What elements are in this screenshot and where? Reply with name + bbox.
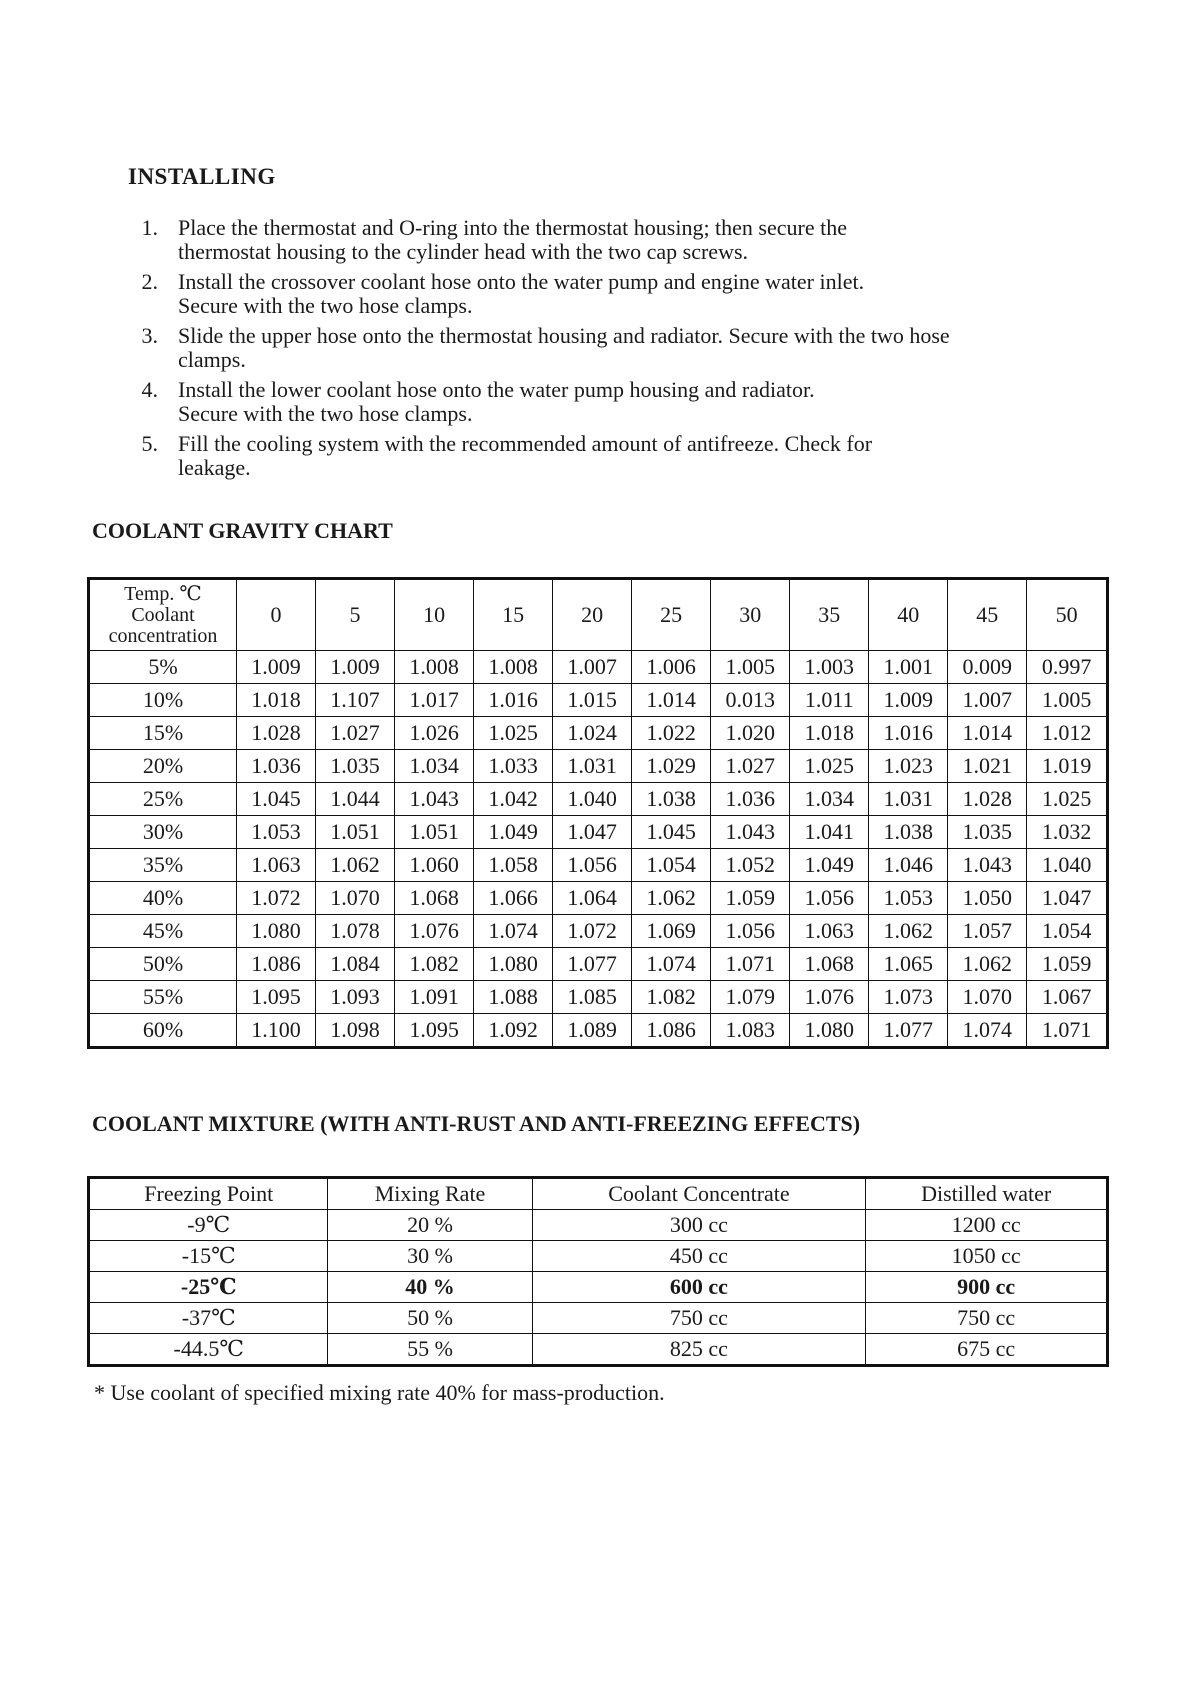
gravity-cell: 1.080 <box>237 915 316 948</box>
column-header: Mixing Rate <box>328 1178 532 1210</box>
step-line: Secure with the two hose clamps. <box>178 401 473 426</box>
step-item <box>132 324 1112 372</box>
gravity-cell: 1.074 <box>948 1014 1027 1048</box>
mixture-cell: 55 % <box>328 1334 532 1366</box>
gravity-cell: 1.054 <box>632 849 711 882</box>
gravity-cell: 1.005 <box>711 651 790 684</box>
gravity-cell: 1.067 <box>1027 981 1108 1014</box>
table-row <box>89 849 1108 882</box>
step-line: Place the thermostat and O-ring into the thermostat housing; then secure the <box>178 215 847 240</box>
gravity-cell: 1.012 <box>1027 717 1108 750</box>
temperature-header: 5 <box>316 579 395 651</box>
gravity-cell: 1.015 <box>553 684 632 717</box>
gravity-cell: 1.098 <box>316 1014 395 1048</box>
gravity-cell: 1.045 <box>632 816 711 849</box>
gravity-cell: 1.062 <box>316 849 395 882</box>
concentration-label: 20% <box>89 750 237 783</box>
concentration-label: 30% <box>89 816 237 849</box>
gravity-cell: 1.077 <box>869 1014 948 1048</box>
gravity-cell: 1.050 <box>948 882 1027 915</box>
gravity-cell: 1.084 <box>316 948 395 981</box>
gravity-cell: 1.043 <box>711 816 790 849</box>
gravity-cell: 1.019 <box>1027 750 1108 783</box>
gravity-cell: 1.005 <box>1027 684 1108 717</box>
concentration-label: 45% <box>89 915 237 948</box>
gravity-cell: 1.008 <box>474 651 553 684</box>
gravity-cell: 1.092 <box>474 1014 553 1048</box>
gravity-cell: 1.006 <box>632 651 711 684</box>
gravity-cell: 1.027 <box>316 717 395 750</box>
gravity-cell: 1.074 <box>474 915 553 948</box>
table-row <box>89 783 1108 816</box>
concentration-label: 35% <box>89 849 237 882</box>
mixture-cell: 450 cc <box>532 1241 866 1272</box>
gravity-cell: 1.038 <box>869 816 948 849</box>
gravity-cell: 1.063 <box>790 915 869 948</box>
table-row <box>89 1272 1108 1303</box>
gravity-cell: 1.025 <box>474 717 553 750</box>
gravity-cell: 1.011 <box>790 684 869 717</box>
gravity-chart-title: COOLANT GRAVITY CHART <box>92 518 393 543</box>
corner-label-concentration: concentration <box>108 624 218 647</box>
gravity-cell: 1.024 <box>553 717 632 750</box>
gravity-cell: 1.046 <box>869 849 948 882</box>
gravity-cell: 1.007 <box>948 684 1027 717</box>
gravity-cell: 1.003 <box>790 651 869 684</box>
concentration-label: 5% <box>89 651 237 684</box>
gravity-cell: 1.083 <box>711 1014 790 1048</box>
gravity-cell: 1.089 <box>553 1014 632 1048</box>
gravity-cell: 1.069 <box>632 915 711 948</box>
gravity-cell: 1.066 <box>474 882 553 915</box>
gravity-cell: 1.088 <box>474 981 553 1014</box>
gravity-cell: 1.078 <box>316 915 395 948</box>
coolant-mixture-table <box>87 1176 1109 1367</box>
gravity-cell: 1.045 <box>237 783 316 816</box>
gravity-cell: 1.085 <box>553 981 632 1014</box>
gravity-cell: 1.038 <box>632 783 711 816</box>
mixture-cell: 900 cc <box>866 1272 1108 1303</box>
gravity-cell: 1.047 <box>553 816 632 849</box>
gravity-cell: 1.077 <box>553 948 632 981</box>
table-row <box>89 1303 1108 1334</box>
step-number: 4. <box>141 377 158 402</box>
gravity-cell: 1.042 <box>474 783 553 816</box>
temperature-header: 30 <box>711 579 790 651</box>
corner-label-temp: Temp. ℃ <box>124 582 202 605</box>
gravity-cell: 1.052 <box>711 849 790 882</box>
installing-heading: INSTALLING <box>128 164 276 189</box>
column-header: Distilled water <box>866 1178 1108 1210</box>
gravity-cell: 1.058 <box>474 849 553 882</box>
gravity-cell: 1.080 <box>474 948 553 981</box>
mixture-cell: 750 cc <box>866 1303 1108 1334</box>
gravity-cell: 1.062 <box>632 882 711 915</box>
gravity-cell: 1.086 <box>632 1014 711 1048</box>
gravity-cell: 1.082 <box>395 948 474 981</box>
gravity-cell: 1.020 <box>711 717 790 750</box>
temperature-header: 10 <box>395 579 474 651</box>
gravity-cell: 0.997 <box>1027 651 1108 684</box>
gravity-cell: 1.053 <box>237 816 316 849</box>
table-row <box>89 1210 1108 1241</box>
table-row <box>89 816 1108 849</box>
gravity-cell: 1.073 <box>869 981 948 1014</box>
mixture-cell: 20 % <box>328 1210 532 1241</box>
gravity-cell: 1.017 <box>395 684 474 717</box>
gravity-cell: 1.018 <box>790 717 869 750</box>
gravity-cell: 1.032 <box>1027 816 1108 849</box>
temperature-header: 45 <box>948 579 1027 651</box>
gravity-cell: 1.031 <box>553 750 632 783</box>
installation-steps <box>132 216 1112 486</box>
gravity-cell: 1.028 <box>948 783 1027 816</box>
gravity-cell: 1.072 <box>553 915 632 948</box>
gravity-cell: 1.053 <box>869 882 948 915</box>
gravity-cell: 1.034 <box>790 783 869 816</box>
footnote: * Use coolant of specified mixing rate 40% for mass-production. <box>94 1380 665 1405</box>
step-item <box>132 270 1112 318</box>
corner-label-coolant: Coolant <box>131 603 195 626</box>
step-line: Install the crossover coolant hose onto the water pump and engine water inlet. <box>178 269 865 294</box>
gravity-cell: 1.080 <box>790 1014 869 1048</box>
gravity-cell: 1.009 <box>869 684 948 717</box>
table-row <box>89 1241 1108 1272</box>
gravity-cell: 1.079 <box>711 981 790 1014</box>
gravity-cell: 1.041 <box>790 816 869 849</box>
step-line: Install the lower coolant hose onto the water pump housing and radiator. <box>178 377 815 402</box>
step-number: 1. <box>141 215 158 240</box>
mixture-cell: -25℃ <box>89 1272 328 1303</box>
table-header-row <box>89 1178 1108 1210</box>
temperature-header: 25 <box>632 579 711 651</box>
step-item <box>132 216 1112 264</box>
gravity-cell: 1.040 <box>553 783 632 816</box>
step-number: 3. <box>141 323 158 348</box>
gravity-cell: 1.021 <box>948 750 1027 783</box>
gravity-cell: 1.054 <box>1027 915 1108 948</box>
table-row <box>89 948 1108 981</box>
concentration-label: 10% <box>89 684 237 717</box>
gravity-cell: 1.068 <box>395 882 474 915</box>
gravity-cell: 1.029 <box>632 750 711 783</box>
gravity-cell: 1.034 <box>395 750 474 783</box>
gravity-cell: 1.043 <box>948 849 1027 882</box>
gravity-cell: 1.056 <box>711 915 790 948</box>
mixture-cell: 1050 cc <box>866 1241 1108 1272</box>
gravity-cell: 1.057 <box>948 915 1027 948</box>
gravity-cell: 1.070 <box>316 882 395 915</box>
gravity-cell: 1.060 <box>395 849 474 882</box>
gravity-cell: 1.072 <box>237 882 316 915</box>
gravity-cell: 1.009 <box>316 651 395 684</box>
table-row <box>89 882 1108 915</box>
step-number: 2. <box>141 269 158 294</box>
gravity-cell: 1.049 <box>474 816 553 849</box>
mixture-cell: 300 cc <box>532 1210 866 1241</box>
gravity-cell: 1.007 <box>553 651 632 684</box>
temperature-header: 0 <box>237 579 316 651</box>
concentration-label: 40% <box>89 882 237 915</box>
gravity-cell: 1.071 <box>1027 1014 1108 1048</box>
gravity-cell: 1.035 <box>316 750 395 783</box>
gravity-cell: 1.056 <box>790 882 869 915</box>
gravity-cell: 1.093 <box>316 981 395 1014</box>
gravity-cell: 1.091 <box>395 981 474 1014</box>
gravity-cell: 1.064 <box>553 882 632 915</box>
mixture-cell: 675 cc <box>866 1334 1108 1366</box>
temperature-header: 40 <box>869 579 948 651</box>
mixture-cell: 750 cc <box>532 1303 866 1334</box>
gravity-cell: 1.071 <box>711 948 790 981</box>
gravity-cell: 1.095 <box>395 1014 474 1048</box>
gravity-cell: 0.009 <box>948 651 1027 684</box>
temperature-header: 50 <box>1027 579 1108 651</box>
coolant-gravity-table <box>87 577 1109 1049</box>
gravity-cell: 1.059 <box>711 882 790 915</box>
gravity-cell: 1.044 <box>316 783 395 816</box>
step-line: Fill the cooling system with the recommended amount of antifreeze. Check for <box>178 431 873 456</box>
gravity-cell: 1.068 <box>790 948 869 981</box>
concentration-label: 50% <box>89 948 237 981</box>
gravity-cell: 1.036 <box>711 783 790 816</box>
gravity-cell: 1.033 <box>474 750 553 783</box>
concentration-label: 55% <box>89 981 237 1014</box>
column-header: Freezing Point <box>89 1178 328 1210</box>
gravity-cell: 1.035 <box>948 816 1027 849</box>
gravity-cell: 1.008 <box>395 651 474 684</box>
mixture-cell: -15℃ <box>89 1241 328 1272</box>
gravity-cell: 1.022 <box>632 717 711 750</box>
gravity-cell: 1.076 <box>790 981 869 1014</box>
step-item <box>132 432 1112 480</box>
temperature-header: 20 <box>553 579 632 651</box>
gravity-cell: 1.018 <box>237 684 316 717</box>
table-row <box>89 750 1108 783</box>
temperature-header: 35 <box>790 579 869 651</box>
mixture-cell: -44.5℃ <box>89 1334 328 1366</box>
gravity-cell: 1.027 <box>711 750 790 783</box>
gravity-cell: 1.025 <box>1027 783 1108 816</box>
gravity-cell: 1.014 <box>632 684 711 717</box>
gravity-cell: 1.056 <box>553 849 632 882</box>
step-line: clamps. <box>178 347 246 372</box>
gravity-cell: 1.009 <box>237 651 316 684</box>
table-row <box>89 915 1108 948</box>
gravity-cell: 1.040 <box>1027 849 1108 882</box>
gravity-cell: 1.014 <box>948 717 1027 750</box>
gravity-cell: 1.107 <box>316 684 395 717</box>
gravity-cell: 1.051 <box>395 816 474 849</box>
temperature-header: 15 <box>474 579 553 651</box>
gravity-cell: 1.026 <box>395 717 474 750</box>
gravity-cell: 1.062 <box>869 915 948 948</box>
step-line: leakage. <box>178 455 251 480</box>
mixture-cell: -9℃ <box>89 1210 328 1241</box>
gravity-cell: 0.013 <box>711 684 790 717</box>
table-row <box>89 717 1108 750</box>
step-line: Secure with the two hose clamps. <box>178 293 473 318</box>
table-header-row <box>89 579 1108 651</box>
gravity-cell: 1.028 <box>237 717 316 750</box>
step-line: thermostat housing to the cylinder head with the two cap screws. <box>178 239 749 264</box>
gravity-cell: 1.095 <box>237 981 316 1014</box>
gravity-cell: 1.063 <box>237 849 316 882</box>
gravity-cell: 1.062 <box>948 948 1027 981</box>
gravity-cell: 1.065 <box>869 948 948 981</box>
gravity-cell: 1.023 <box>869 750 948 783</box>
step-number: 5. <box>141 431 158 456</box>
gravity-cell: 1.070 <box>948 981 1027 1014</box>
mixture-cell: 1200 cc <box>866 1210 1108 1241</box>
gravity-cell: 1.016 <box>474 684 553 717</box>
table-row <box>89 981 1108 1014</box>
gravity-cell: 1.059 <box>1027 948 1108 981</box>
gravity-cell: 1.043 <box>395 783 474 816</box>
table-row <box>89 1014 1108 1048</box>
gravity-cell: 1.049 <box>790 849 869 882</box>
gravity-cell: 1.016 <box>869 717 948 750</box>
mixture-cell: -37℃ <box>89 1303 328 1334</box>
gravity-cell: 1.047 <box>1027 882 1108 915</box>
gravity-cell: 1.025 <box>790 750 869 783</box>
mixture-cell: 50 % <box>328 1303 532 1334</box>
gravity-cell: 1.001 <box>869 651 948 684</box>
mixture-title: COOLANT MIXTURE (WITH ANTI-RUST AND ANTI-FREEZING EFFECTS) <box>92 1111 861 1136</box>
concentration-label: 25% <box>89 783 237 816</box>
column-header: Coolant Concentrate <box>532 1178 866 1210</box>
concentration-label: 60% <box>89 1014 237 1048</box>
mixture-cell: 40 % <box>328 1272 532 1303</box>
gravity-cell: 1.074 <box>632 948 711 981</box>
gravity-cell: 1.051 <box>316 816 395 849</box>
mixture-cell: 30 % <box>328 1241 532 1272</box>
table-row <box>89 1334 1108 1366</box>
gravity-cell: 1.082 <box>632 981 711 1014</box>
table-row <box>89 651 1108 684</box>
concentration-label: 15% <box>89 717 237 750</box>
step-line: Slide the upper hose onto the thermostat housing and radiator. Secure with the two hose <box>178 323 950 348</box>
gravity-cell: 1.076 <box>395 915 474 948</box>
gravity-cell: 1.031 <box>869 783 948 816</box>
gravity-cell: 1.036 <box>237 750 316 783</box>
mixture-cell: 825 cc <box>532 1334 866 1366</box>
gravity-cell: 1.086 <box>237 948 316 981</box>
mixture-cell: 600 cc <box>532 1272 866 1303</box>
gravity-cell: 1.100 <box>237 1014 316 1048</box>
step-item <box>132 378 1112 426</box>
table-row <box>89 684 1108 717</box>
corner-header <box>89 579 237 651</box>
